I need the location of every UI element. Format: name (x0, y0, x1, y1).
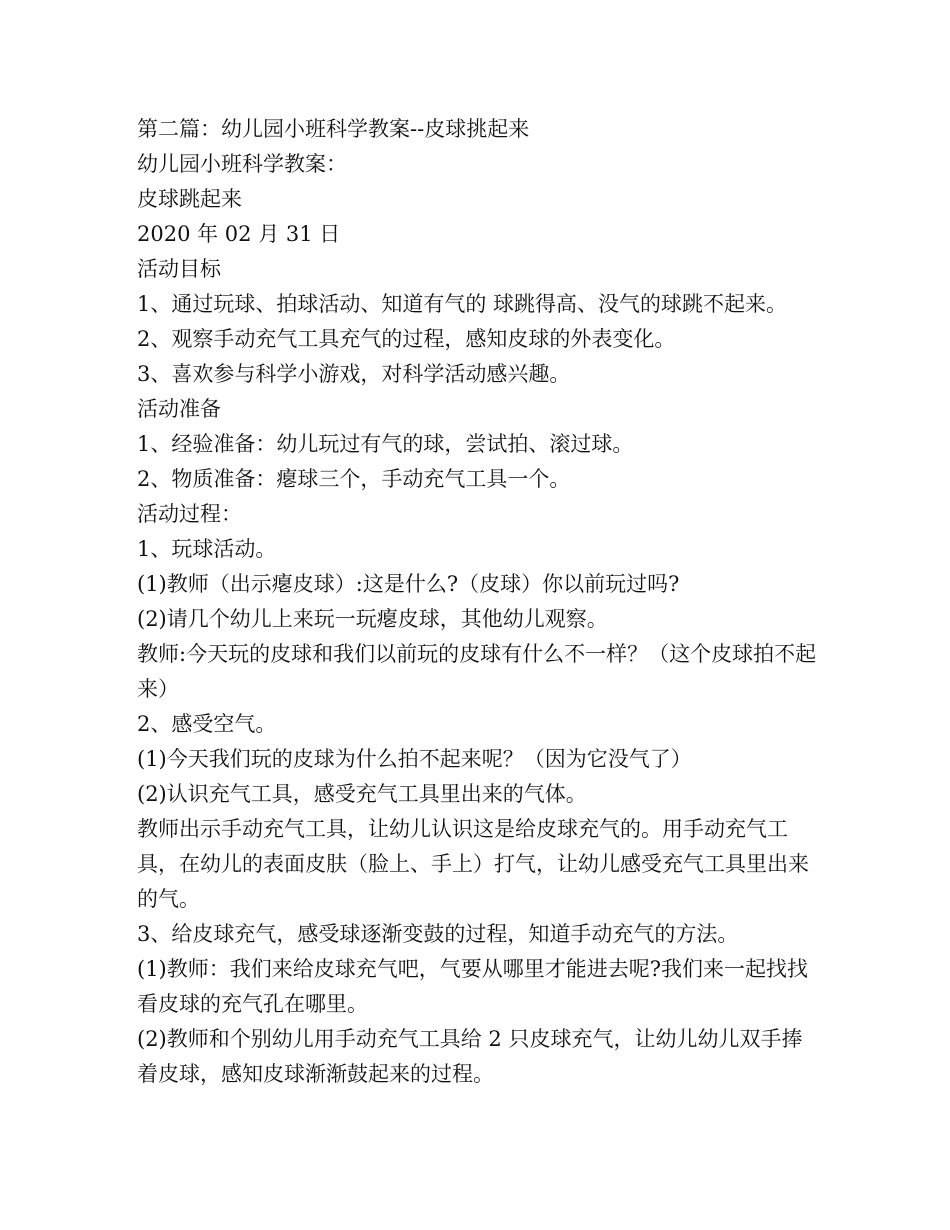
preparation-item: 1、经验准备：幼儿玩过有气的球，尝试拍、滚过球。 (137, 432, 634, 456)
process-item: (2)请几个幼儿上来玩一玩瘪皮球，其他幼儿观察。 (137, 607, 608, 631)
section-heading-process: 活动过程： (137, 502, 242, 526)
process-step: 3、给皮球充气，感受球逐渐变鼓的过程，知道手动充气的方法。 (137, 922, 739, 946)
document-body (137, 112, 817, 1092)
preparation-item: 2、物质准备：瘪球三个，手动充气工具一个。 (137, 467, 571, 491)
process-paragraph: 教师出示手动充气工具，让幼儿认识这是给皮球充气的。用手动充气工具，在幼儿的表面皮肤（脸上、手上）打气，让幼儿感受充气工具里出来的气。 (137, 817, 809, 911)
section-heading-preparation: 活动准备 (137, 397, 221, 421)
process-item: (2)认识充气工具，感受充气工具里出来的气体。 (137, 782, 587, 806)
section-heading-goals: 活动目标 (137, 257, 221, 281)
document-date: 2020 年 02 月 31 日 (137, 222, 341, 246)
process-paragraph: 教师:今天玩的皮球和我们以前玩的皮球有什么不一样？（这个皮球拍不起来） (137, 642, 817, 701)
process-paragraph: (1)教师：我们来给皮球充气吧，气要从哪里才能进去呢?我们来一起找找看皮球的充气孔在哪里。 (137, 957, 809, 1016)
process-item: (1)今天我们玩的皮球为什么拍不起来呢？（因为它没气了） (137, 747, 692, 771)
process-step: 1、玩球活动。 (137, 537, 277, 561)
goal-item: 1、通过玩球、拍球活动、知道有气的 球跳得高、没气的球跳不起来。 (137, 292, 788, 316)
process-step: 2、感受空气。 (137, 712, 277, 736)
goal-item: 3、喜欢参与科学小游戏，对科学活动感兴趣。 (137, 362, 571, 386)
lesson-name: 皮球跳起来 (137, 187, 242, 211)
process-paragraph: (2)教师和个别幼儿用手动充气工具给 2 只皮球充气，让幼儿幼儿双手捧着皮球，感知皮球渐渐鼓起来的过程。 (137, 1027, 803, 1086)
subtitle: 幼儿园小班科学教案： (137, 152, 347, 176)
process-item: (1)教师（出示瘪皮球）:这是什么?（皮球）你以前玩过吗? (137, 572, 680, 596)
document-title: 第二篇：幼儿园小班科学教案--皮球挑起来 (137, 117, 530, 141)
goal-item: 2、观察手动充气工具充气的过程，感知皮球的外表变化。 (137, 327, 676, 351)
